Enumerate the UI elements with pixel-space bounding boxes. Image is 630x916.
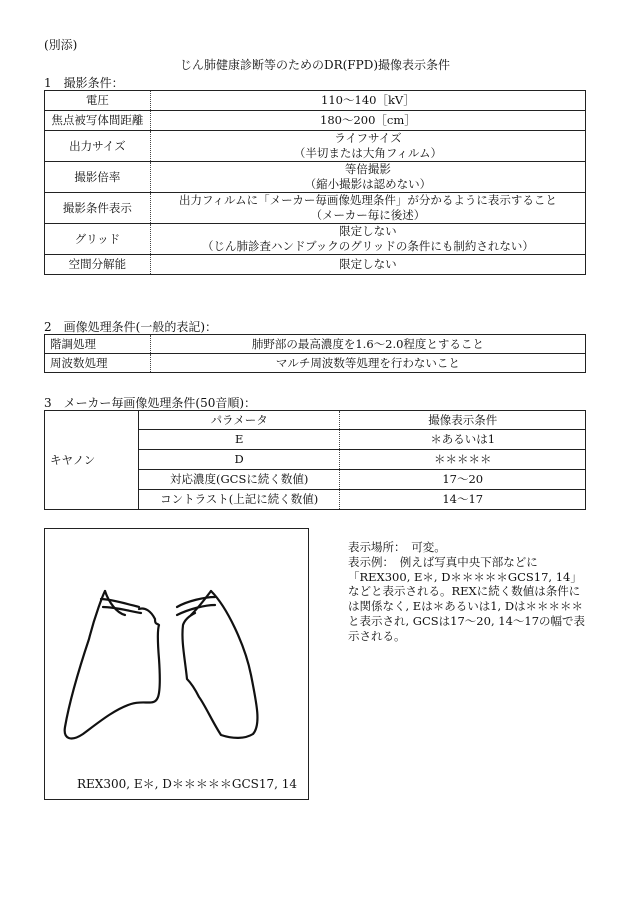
condition-value xyxy=(150,255,585,275)
figure-caption: REX300, E＊, D＊＊＊＊＊GCS17, 14 xyxy=(77,777,298,791)
section3-heading: 3 メーカー毎画像処理条件(50音順)： xyxy=(44,396,257,410)
condition-label: 出力サイズ xyxy=(45,131,151,162)
condition-value-line: 限定しない xyxy=(339,257,397,271)
param-condition: ＊あるいは1 xyxy=(340,430,586,450)
condition-value xyxy=(150,162,585,193)
condition-value-line: 等倍撮影 xyxy=(344,162,391,176)
param-name: コントラスト(上記に続く数値) xyxy=(138,490,340,510)
condition-value-line: 180～200［cm］ xyxy=(320,113,416,127)
param-condition: 14～17 xyxy=(340,490,586,510)
condition-header: 撮像表示条件 xyxy=(340,411,586,430)
param-condition: ＊＊＊＊＊ xyxy=(340,450,586,470)
condition-value-line: 110～140［kV］ xyxy=(321,93,415,107)
condition-value-line: （メーカー毎に後述） xyxy=(310,208,426,222)
condition-value-line: 限定しない xyxy=(339,224,397,238)
processing-value: マルチ周波数等処理を行わないこと xyxy=(150,354,585,373)
condition-label: 撮影条件表示 xyxy=(45,193,151,224)
image-processing-table xyxy=(44,334,586,373)
chest-xray-figure xyxy=(44,528,309,800)
table-row xyxy=(45,91,586,111)
param-condition: 17～20 xyxy=(340,470,586,490)
condition-label: 空間分解能 xyxy=(45,255,151,275)
condition-label: グリッド xyxy=(45,224,151,255)
table-row xyxy=(45,131,586,162)
section2-heading: 2 画像処理条件(一般的表記)： xyxy=(44,320,217,334)
maker-name: キヤノン xyxy=(45,411,139,510)
table-header-row xyxy=(45,411,586,430)
condition-value-line: （じん肺診査ハンドブックのグリッドの条件にも制約されない） xyxy=(201,239,534,253)
condition-value xyxy=(150,111,585,131)
table-row xyxy=(45,255,586,275)
condition-value-line: （縮小撮影は認めない） xyxy=(304,177,432,191)
display-note xyxy=(348,540,586,644)
processing-label: 周波数処理 xyxy=(45,354,151,373)
table-row xyxy=(45,162,586,193)
section1-heading: 1 撮影条件： xyxy=(44,76,124,90)
page-title: じん肺健康診断等のためのDR(FPD)撮像表示条件 xyxy=(179,58,451,72)
table-row xyxy=(45,111,586,131)
condition-value xyxy=(150,91,585,111)
condition-value-line: 出力フィルムに「メーカー毎画像処理条件」が分かるように表示すること xyxy=(178,193,557,207)
imaging-conditions-table xyxy=(44,90,586,275)
table-row xyxy=(45,354,586,373)
table-row xyxy=(45,224,586,255)
attachment-label: (別添) xyxy=(44,38,78,52)
display-location-text: 表示場所： 可変。 xyxy=(348,540,446,554)
condition-value xyxy=(150,131,585,162)
param-name: E xyxy=(138,430,340,450)
condition-value-line: ライフサイズ xyxy=(334,131,402,145)
condition-label: 焦点被写体間距離 xyxy=(45,111,151,131)
display-example-text: 表示例： 例えば写真中央下部などに「REX300, E＊, D＊＊＊＊＊GCS17, 14」などと表示される。REXに続く数値は条件には関係なく, Eは＊あるいは1, Dは＊＊＊＊＊と表示され, GCSは17～20, 14～17の幅で表示される。 xyxy=(348,554,586,643)
processing-value: 肺野部の最高濃度を1.6～2.0程度とすること xyxy=(150,335,585,354)
lung-outline-drawing xyxy=(45,529,308,799)
maker-conditions-table xyxy=(44,410,586,510)
table-row xyxy=(45,193,586,224)
condition-label: 撮影倍率 xyxy=(45,162,151,193)
condition-value-line: （半切または大角フィルム） xyxy=(293,146,442,160)
param-name: 対応濃度(GCSに続く数値) xyxy=(138,470,340,490)
condition-value xyxy=(150,224,585,255)
condition-label: 電圧 xyxy=(45,91,151,111)
processing-label: 階調処理 xyxy=(45,335,151,354)
param-name: D xyxy=(138,450,340,470)
condition-value xyxy=(150,193,585,224)
param-header: パラメータ xyxy=(138,411,340,430)
table-row xyxy=(45,335,586,354)
